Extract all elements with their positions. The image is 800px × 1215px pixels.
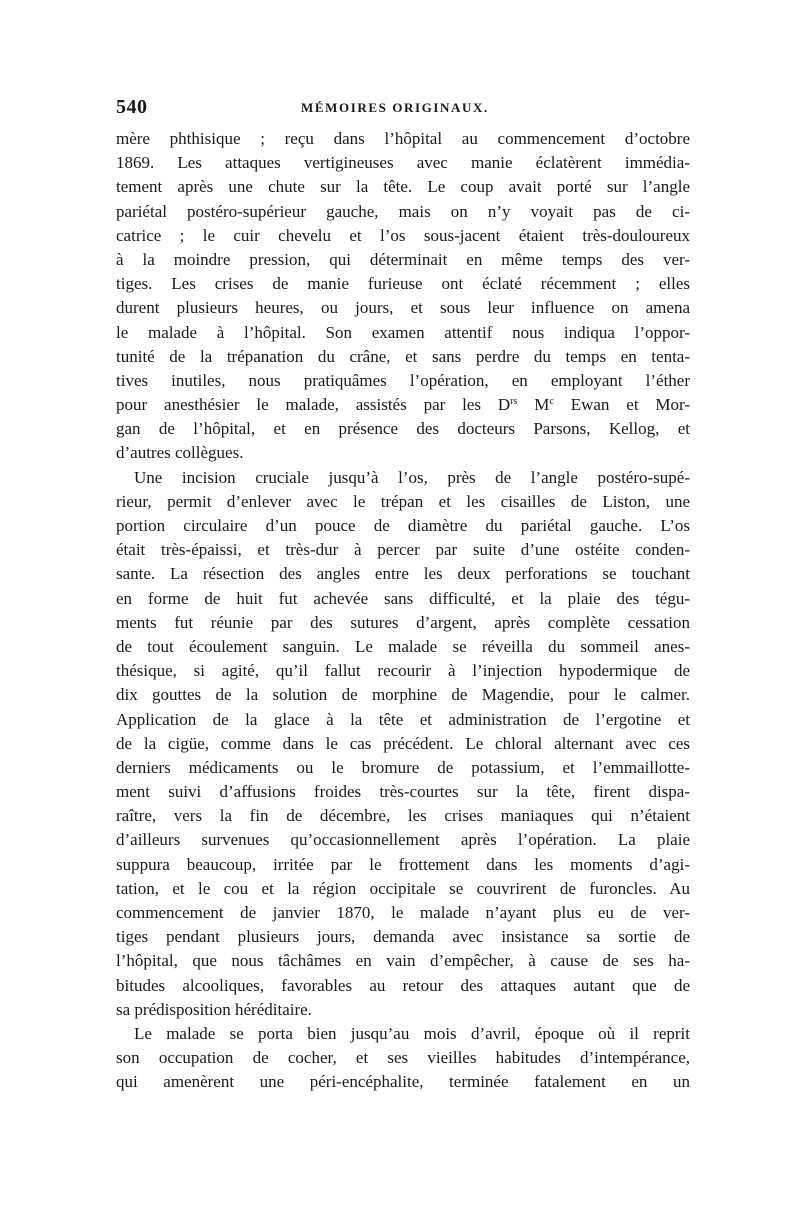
page-header (116, 96, 690, 124)
text-line: en forme de huit fut achevée sans difficulté, et la plaie des tégu- (116, 588, 690, 608)
text-line: tation, et le cou et la région occipitale se couvrirent de furoncles. Au (116, 878, 690, 898)
text-line: Le malade se porta bien jusqu’au mois d’avril, époque où il reprit (134, 1023, 690, 1043)
superscript: c (549, 396, 554, 408)
text-line: bitudes alcooliques, favorables au retour des attaques autant que de (116, 975, 690, 995)
text-line: raître, vers la fin de décembre, les crises maniaques qui n’étaient (116, 806, 690, 826)
text-line: suppura beaucoup, irritée par le frottement dans les moments d’agi- (116, 854, 690, 874)
page-number: 540 (116, 96, 148, 118)
text-line: ments fut réunie par des sutures d’argent, après complète cessation (116, 612, 690, 632)
text-segment: M (517, 395, 550, 415)
text-segment: Ewan et Mor- (553, 395, 690, 415)
text-line: commencement de janvier 1870, le malade n’ayant plus eu de ver- (116, 903, 690, 922)
text-line: Une incision cruciale jusqu’à l’os, près de l’angle postéro-supé- (134, 467, 690, 487)
text-line: mère phthisique ; reçu dans l’hôpital au commencement d’octobre (116, 129, 690, 148)
text-line: sante. La résection des angles entre les deux perforations se touchant (116, 564, 690, 584)
text-line: sa prédisposition héréditaire. (116, 999, 312, 1019)
text-line: qui amenèrent une péri-encéphalite, terminée fatalement en un (116, 1072, 690, 1092)
text-line: de tout écoulement sanguin. Le malade se réveilla du sommeil anes- (116, 636, 690, 656)
text-segment: pour anesthésier le malade, assistés par les D (116, 395, 511, 415)
paragraph-1 (116, 127, 690, 466)
text-line: l’hôpital, que nous tâchâmes en vain d’empêcher, à cause de ses ha- (116, 951, 690, 971)
text-line: portion circulaire d’un pouce de diamètre du pariétal gauche. L’os (116, 516, 690, 535)
text-line: tement après une chute sur la tête. Le coup avait porté sur l’angle (116, 177, 690, 197)
text-line: d’autres collègues. (116, 443, 244, 463)
text-line: de la cigüe, comme dans le cas précédent. Le chloral alternant avec ces (116, 733, 690, 753)
paragraph-2 (116, 466, 690, 1022)
text-line: le malade à l’hôpital. Son examen attentif nous indiqua l’oppor- (116, 322, 690, 342)
text-line: d’ailleurs survenues qu’occasionnellement après l’opération. La plaie (116, 830, 690, 850)
text-line: durent plusieurs heures, ou jours, et sous leur influence on amena (116, 298, 690, 318)
text-line: tunité de la trépanation du crâne, et sans perdre du temps en tenta- (116, 346, 690, 366)
text-line: à la moindre pression, qui déterminait en même temps des ver- (116, 249, 690, 269)
text-line: rieur, permit d’enlever avec le trépan et les cisailles de Liston, une (116, 491, 690, 511)
text-line: 1869. Les attaques vertigineuses avec manie éclatèrent immédia- (116, 153, 690, 173)
text-line: dix gouttes de la solution de morphine de Magendie, pour le calmer. (116, 685, 690, 705)
text-line: gan de l’hôpital, et en présence des docteurs Parsons, Kellog, et (116, 419, 690, 439)
text-line: tiges pendant plusieurs jours, demanda avec insistance sa sortie de (116, 927, 690, 947)
text-line: tiges. Les crises de manie furieuse ont éclaté récemment ; elles (116, 274, 690, 294)
text-line: son occupation de cocher, et ses vieilles habitudes d’intempérance, (116, 1048, 690, 1068)
superscript: rs (510, 396, 518, 408)
text-line: était très-épaissi, et très-dur à percer par suite d’une ostéite conden- (116, 540, 690, 560)
text-line: thésique, si agité, qu’il fallut recourir à l’injection hypodermique de (116, 661, 690, 681)
text-line-with-superscripts (116, 393, 690, 417)
page-body (116, 127, 690, 1095)
text-line: ment suivi d’affusions froides très-courtes sur la tête, firent dispa- (116, 782, 690, 802)
text-line: Application de la glace à la tête et administration de l’ergotine et (116, 709, 690, 729)
text-line: derniers médicaments ou le bromure de potassium, et l’emmaillotte- (116, 757, 690, 777)
text-line: tives inutiles, nous pratiquâmes l’opération, en employant l’éther (116, 370, 690, 390)
text-line: pariétal postéro-supérieur gauche, mais on n’y voyait pas de ci- (116, 201, 690, 221)
running-head: MÉMOIRES ORIGINAUX. (301, 100, 489, 115)
paragraph-3 (116, 1022, 690, 1095)
text-line: catrice ; le cuir chevelu et l’os sous-jacent étaient très-douloureux (116, 225, 690, 245)
